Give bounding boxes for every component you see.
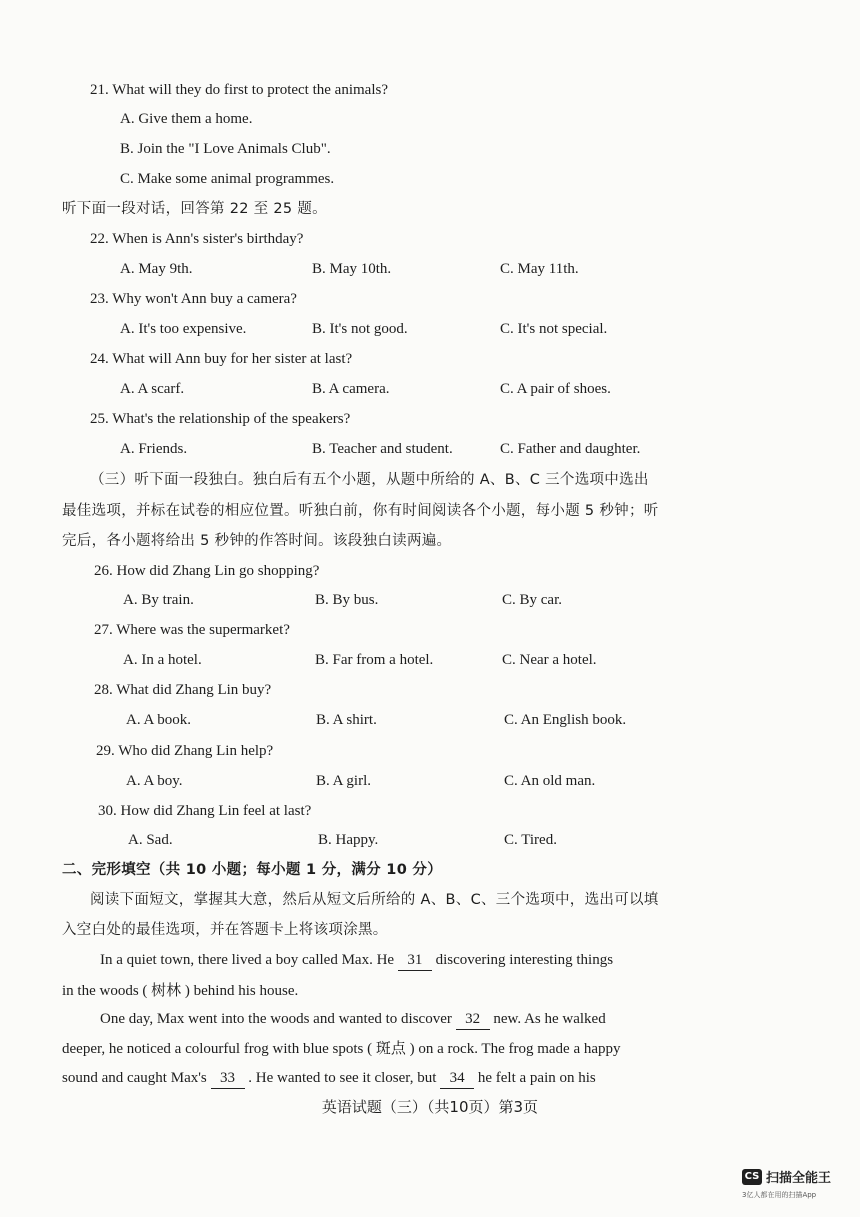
question-23: 23. Why won't Ann buy a camera? — [90, 291, 297, 307]
question-28: 28. What did Zhang Lin buy? — [94, 682, 272, 698]
option-23c: C. It's not special. — [500, 321, 608, 337]
passage-line-1 — [100, 950, 613, 971]
question-26: 26. How did Zhang Lin go shopping? — [94, 563, 320, 579]
passage-text: discovering interesting things — [435, 952, 614, 968]
option-26c: C. By car. — [502, 592, 562, 608]
passage-line-3 — [100, 1009, 606, 1030]
option-24c: C. A pair of shoes. — [500, 381, 611, 397]
option-27a: A. In a hotel. — [123, 652, 202, 668]
option-30c: C. Tired. — [504, 832, 557, 848]
option-29b: B. A girl. — [316, 773, 372, 789]
page-footer: 英语试题（三）（共10页）第3页 — [321, 1098, 539, 1116]
option-30b: B. Happy. — [318, 832, 379, 848]
passage-line-4: deeper, he noticed a colourful frog with blue spots ( 斑点 ) on a rock. The frog made a happy — [62, 1041, 621, 1057]
blank-31: 31 — [398, 950, 432, 971]
blank-33: 33 — [211, 1068, 245, 1089]
passage-text: . He wanted to see it closer, but — [248, 1070, 437, 1086]
watermark-tagline: 3亿人都在用的扫描App — [742, 1191, 817, 1199]
option-30a: A. Sad. — [128, 832, 173, 848]
instruction-dialogue: 听下面一段对话，回答第 22 至 25 题。 — [62, 201, 327, 217]
scanner-watermark — [742, 1167, 831, 1186]
option-22b: B. May 10th. — [312, 261, 392, 277]
option-21c: C. Make some animal programmes. — [120, 171, 335, 187]
option-24a: A. A scarf. — [120, 381, 185, 397]
passage-line-2: in the woods ( 树林 ) behind his house. — [62, 983, 299, 999]
option-29c: C. An old man. — [504, 773, 596, 789]
question-29: 29. Who did Zhang Lin help? — [96, 743, 274, 759]
question-30: 30. How did Zhang Lin feel at last? — [98, 803, 312, 819]
instruction-cloze-1: 阅读下面短文，掌握其大意，然后从短文后所给的 A、B、C、三个选项中，选出可以填 — [90, 892, 659, 908]
section-heading-cloze: 二、完形填空（共 10 小题；每小题 1 分，满分 10 分） — [62, 862, 443, 878]
passage-text: he felt a pain on his — [477, 1070, 596, 1086]
question-21: 21. What will they do first to protect the animals? — [90, 82, 388, 98]
blank-32: 32 — [456, 1009, 490, 1030]
instruction-monologue-3: 完后，各小题将给出 5 秒钟的作答时间。该段独白读两遍。 — [62, 533, 452, 549]
option-22c: C. May 11th. — [500, 261, 579, 277]
passage-line-5 — [62, 1068, 596, 1089]
option-25b: B. Teacher and student. — [312, 441, 453, 457]
watermark-name: 扫描全能王 — [766, 1171, 832, 1186]
option-24b: B. A camera. — [312, 381, 390, 397]
camscanner-logo-icon: CS — [742, 1169, 762, 1185]
instruction-cloze-2: 入空白处的最佳选项，并在答题卡上将该项涂黑。 — [62, 922, 388, 938]
question-25: 25. What's the relationship of the speakers? — [90, 411, 351, 427]
blank-34: 34 — [440, 1068, 474, 1089]
question-27: 27. Where was the supermarket? — [94, 622, 290, 638]
option-27c: C. Near a hotel. — [502, 652, 597, 668]
option-23a: A. It's too expensive. — [120, 321, 247, 337]
option-26a: A. By train. — [123, 592, 194, 608]
option-23b: B. It's not good. — [312, 321, 408, 337]
option-22a: A. May 9th. — [120, 261, 193, 277]
option-28b: B. A shirt. — [316, 712, 377, 728]
instruction-monologue-1: （三）听下面一段独白。独白后有五个小题，从题中所给的 A、B、C 三个选项中选出 — [90, 472, 649, 488]
option-21b: B. Join the "I Love Animals Club". — [120, 141, 331, 157]
passage-text: new. As he walked — [493, 1011, 606, 1027]
instruction-monologue-2: 最佳选项，并标在试卷的相应位置。听独白前，你有时间阅读各个小题，每小题 5 秒钟；听 — [62, 503, 659, 519]
option-21a: A. Give them a home. — [120, 111, 253, 127]
option-26b: B. By bus. — [315, 592, 379, 608]
option-28a: A. A book. — [126, 712, 192, 728]
passage-text: In a quiet town, there lived a boy called Max. He — [100, 952, 395, 968]
option-25a: A. Friends. — [120, 441, 188, 457]
question-22: 22. When is Ann's sister's birthday? — [90, 231, 304, 247]
passage-text: One day, Max went into the woods and wanted to discover — [100, 1011, 452, 1027]
passage-text: sound and caught Max's — [62, 1070, 207, 1086]
option-27b: B. Far from a hotel. — [315, 652, 434, 668]
question-24: 24. What will Ann buy for her sister at last? — [90, 351, 353, 367]
option-28c: C. An English book. — [504, 712, 627, 728]
option-29a: A. A boy. — [126, 773, 183, 789]
option-25c: C. Father and daughter. — [500, 441, 641, 457]
